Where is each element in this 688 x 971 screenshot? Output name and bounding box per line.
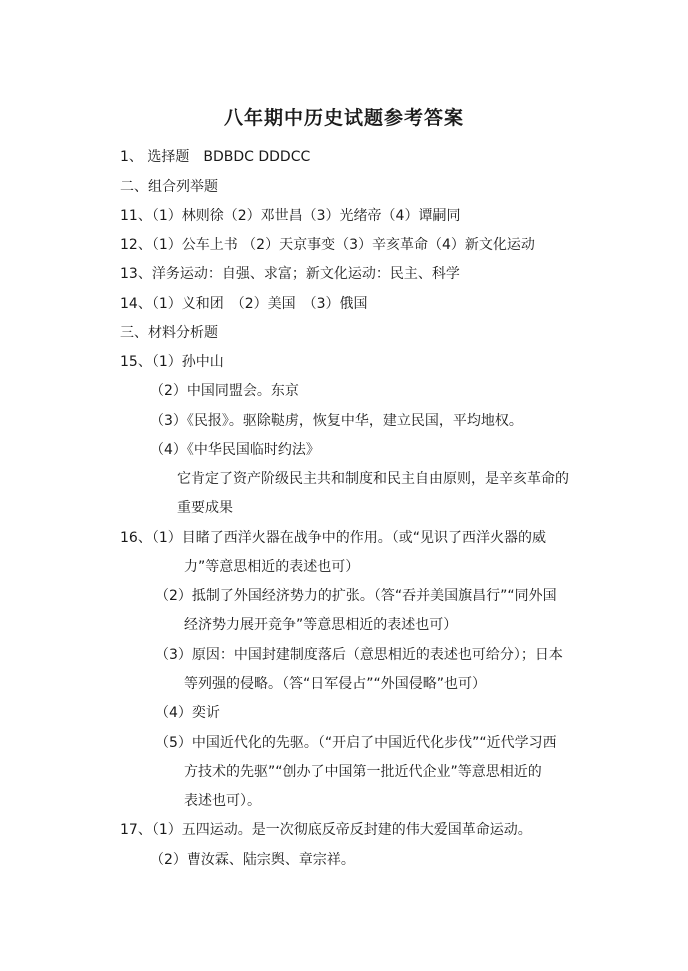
answer-line-15-4: （4）《中华民国临时约法》 bbox=[150, 442, 320, 458]
answer-line-15-3: （3）《民报》。驱除鞑虏，恢复中华，建立民国，平均地权。 bbox=[150, 413, 523, 429]
answer-line-15-2: （2）中国同盟会。东京 bbox=[150, 383, 299, 399]
answer-line-16-1: 16、（1）目睹了西洋火器在战争中的作用。（或“见识了西洋火器的威 bbox=[120, 530, 546, 546]
section-heading-3: 三、材料分析题 bbox=[120, 325, 218, 341]
answer-line-16-5-cont2: 表述也可）。 bbox=[184, 793, 261, 809]
answer-line-16-2: （2）抵制了外国经济势力的扩张。（答“吞并美国旗昌行”“同外国 bbox=[155, 588, 557, 604]
answer-line-17-1: 17、（1）五四运动。是一次彻底反帝反封建的伟大爱国革命运动。 bbox=[120, 822, 532, 838]
answer-line-17-2: （2）曹汝霖、陆宗舆、章宗祥。 bbox=[150, 852, 355, 868]
answer-line-16-4: （4）奕䜣 bbox=[155, 705, 220, 721]
answer-line-12: 12、（1）公车上书 （2）天京事变（3）辛亥革命（4）新文化运动 bbox=[120, 237, 535, 253]
answer-line-16-3: （3）原因：中国封建制度落后（意思相近的表述也可给分）；日本 bbox=[155, 647, 563, 663]
answer-line-16-5-cont: 方技术的先驱”“创办了中国第一批近代企业”等意思相近的 bbox=[184, 764, 542, 780]
answer-line-16-3-cont: 等列强的侵略。（答“日军侵占”“外国侵略”也可） bbox=[184, 676, 487, 692]
answer-line-15-1: 15、（1）孙中山 bbox=[120, 354, 224, 370]
section-heading-2: 二、组合列举题 bbox=[120, 179, 218, 195]
answer-line-16-2-cont: 经济势力展开竞争”等意思相近的表述也可） bbox=[184, 617, 458, 633]
answer-line-1: 1、 选择题 BDBDC DDDCC bbox=[120, 149, 311, 165]
answer-line-15-4-detail-cont: 重要成果 bbox=[177, 500, 233, 516]
answer-line-16-1-cont: 力”等意思相近的表述也可） bbox=[184, 559, 360, 575]
page-title: 八年期中历史试题参考答案 bbox=[223, 107, 464, 129]
answer-line-15-4-detail: 它肯定了资产阶级民主共和制度和民主自由原则，是辛亥革命的 bbox=[177, 471, 569, 487]
answer-line-14: 14、（1）义和团 （2）美国 （3）俄国 bbox=[120, 296, 368, 312]
answer-line-16-5: （5）中国近代化的先驱。（“开启了中国近代化步伐”“近代学习西 bbox=[155, 735, 557, 751]
answer-line-11: 11、（1）林则徐（2）邓世昌（3）光绪帝（4）谭嗣同 bbox=[120, 208, 461, 224]
answer-line-13: 13、洋务运动：自强、求富；新文化运动：民主、科学 bbox=[120, 266, 460, 282]
